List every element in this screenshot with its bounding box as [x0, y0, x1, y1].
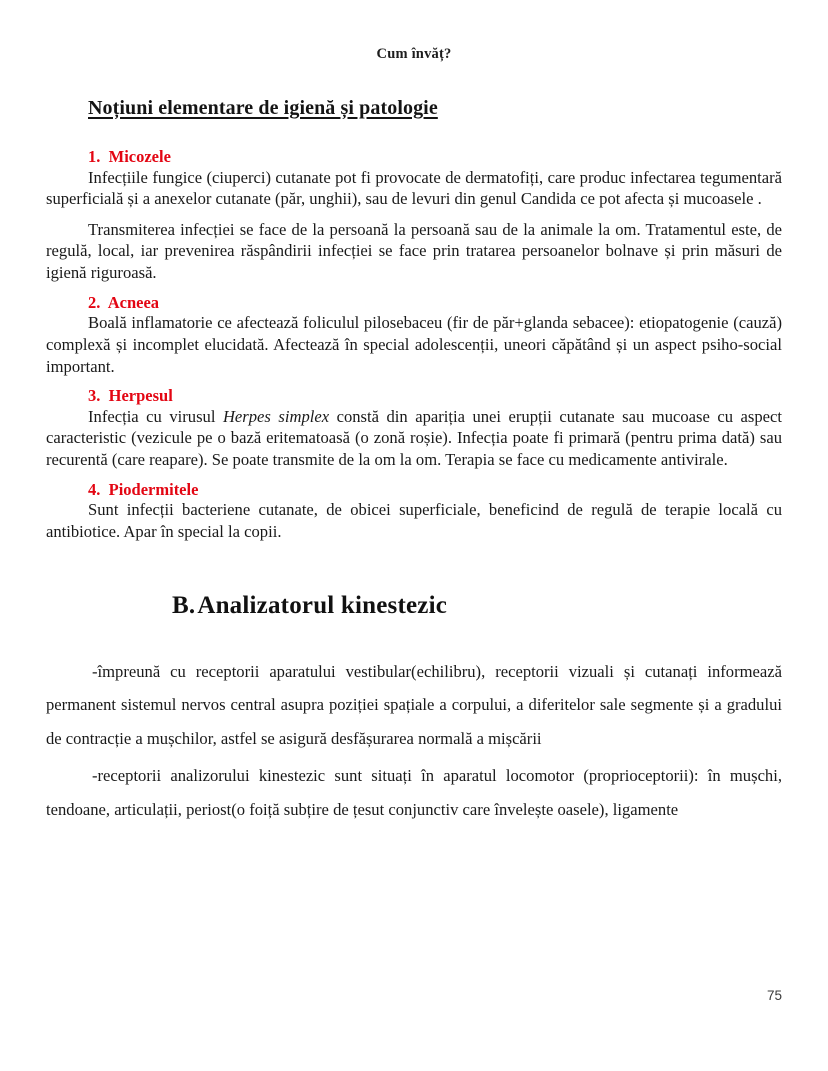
paragraph-kinestezic-1: -împreună cu receptorii aparatului vestibular(echilibru), receptorii vizuali și cutanați informează permanent sistemul nervos central asupra poziției spațiale a corpului, a diferitelor sale segmente și a gradului de contracție a mușchilor, astfel se asigură desfășurarea normală a mișcării — [46, 661, 782, 748]
chapter-heading — [46, 591, 782, 621]
numbered-heading-1 — [46, 147, 782, 167]
list-label-2: Acneea — [107, 292, 160, 312]
paragraph-micozele-1: Infecțiile fungice (ciuperci) cutanate pot fi provocate de dermatofiți, care produc infectarea tegumentară superficială și a anexelor cutanate (păr, unghii), sau de levuri din genul Candida ce pot afecta și mucoasele . — [46, 167, 782, 209]
numbered-heading-4 — [46, 480, 782, 500]
list-label-4: Piodermitele — [108, 479, 199, 499]
spacer — [46, 621, 782, 655]
page-number: 75 — [766, 988, 782, 1003]
paragraph-kinestezic-2: -receptorii analizorului kinestezic sunt situați în aparatul locomotor (proprioceptorii): în mușchi, tendoane, articulații, periost(o foiță subțire de țesut conjunctiv care învelește oasele), ligamente — [46, 766, 782, 819]
paragraph-micozele-2: Transmiterea infecției se face de la persoană la persoană sau de la animale la om. Tratamentul este, de regulă, local, iar prevenirea răspândirii infecției se face prin tratarea persoanelor bolnave și prin măsuri de igienă riguroasă. — [46, 219, 782, 283]
list-number-4: 4. — [88, 479, 101, 499]
paragraph-piodermitele-1: Sunt infecții bacteriene cutanate, de obicei superficiale, beneficind de regulă de terapie locală cu antibiotice. Apar în special la copii. — [46, 500, 782, 541]
list-label-1: Micozele — [108, 147, 171, 166]
numbered-heading-3 — [46, 386, 782, 406]
list-number-3: 3. — [88, 386, 101, 406]
list-number-2: 2. — [88, 292, 101, 312]
herpes-text-after: constă din apariția unei erupții cutanate sau mucoase cu aspect caracteristic (vezicule pe o bază eritematoasă (o zonă roșie). Infecția poate fi primară (pentru prima dată) sau recurentă (care reapare). Se poate transmite de la om la om. Terapia se face cu medicamente antivirale. — [46, 406, 782, 470]
document-body — [46, 96, 782, 826]
running-header: Cum învăț? — [376, 46, 452, 62]
paragraph-herpesul-1 — [46, 406, 782, 471]
spacer — [46, 543, 782, 591]
list-number-1: 1. — [88, 147, 101, 166]
spacer — [46, 377, 782, 386]
scientific-name-herpes-simplex: Herpes simplex — [222, 406, 330, 426]
spacer — [46, 284, 782, 293]
list-label-3: Herpesul — [108, 386, 173, 406]
paragraph-acneea-1: Boală inflamatorie ce afectează foliculul pilosebaceu (fir de păr+glanda sebacee): etiopatogenie (cauză) complexă și incomplet elucidată. Afectează în special adolescenții, uneori căpătând și un aspect psiho-social important. — [46, 313, 782, 376]
herpes-text-before: Infecția cu virusul — [88, 406, 223, 426]
chapter-letter: B. — [172, 591, 196, 619]
spacer — [46, 210, 782, 219]
spacer — [46, 121, 782, 147]
numbered-heading-2 — [46, 293, 782, 313]
spacer — [46, 471, 782, 480]
chapter-title: Analizatorul kinestezic — [197, 591, 448, 619]
section-title: Noțiuni elementare de igienă și patologie — [88, 97, 438, 119]
